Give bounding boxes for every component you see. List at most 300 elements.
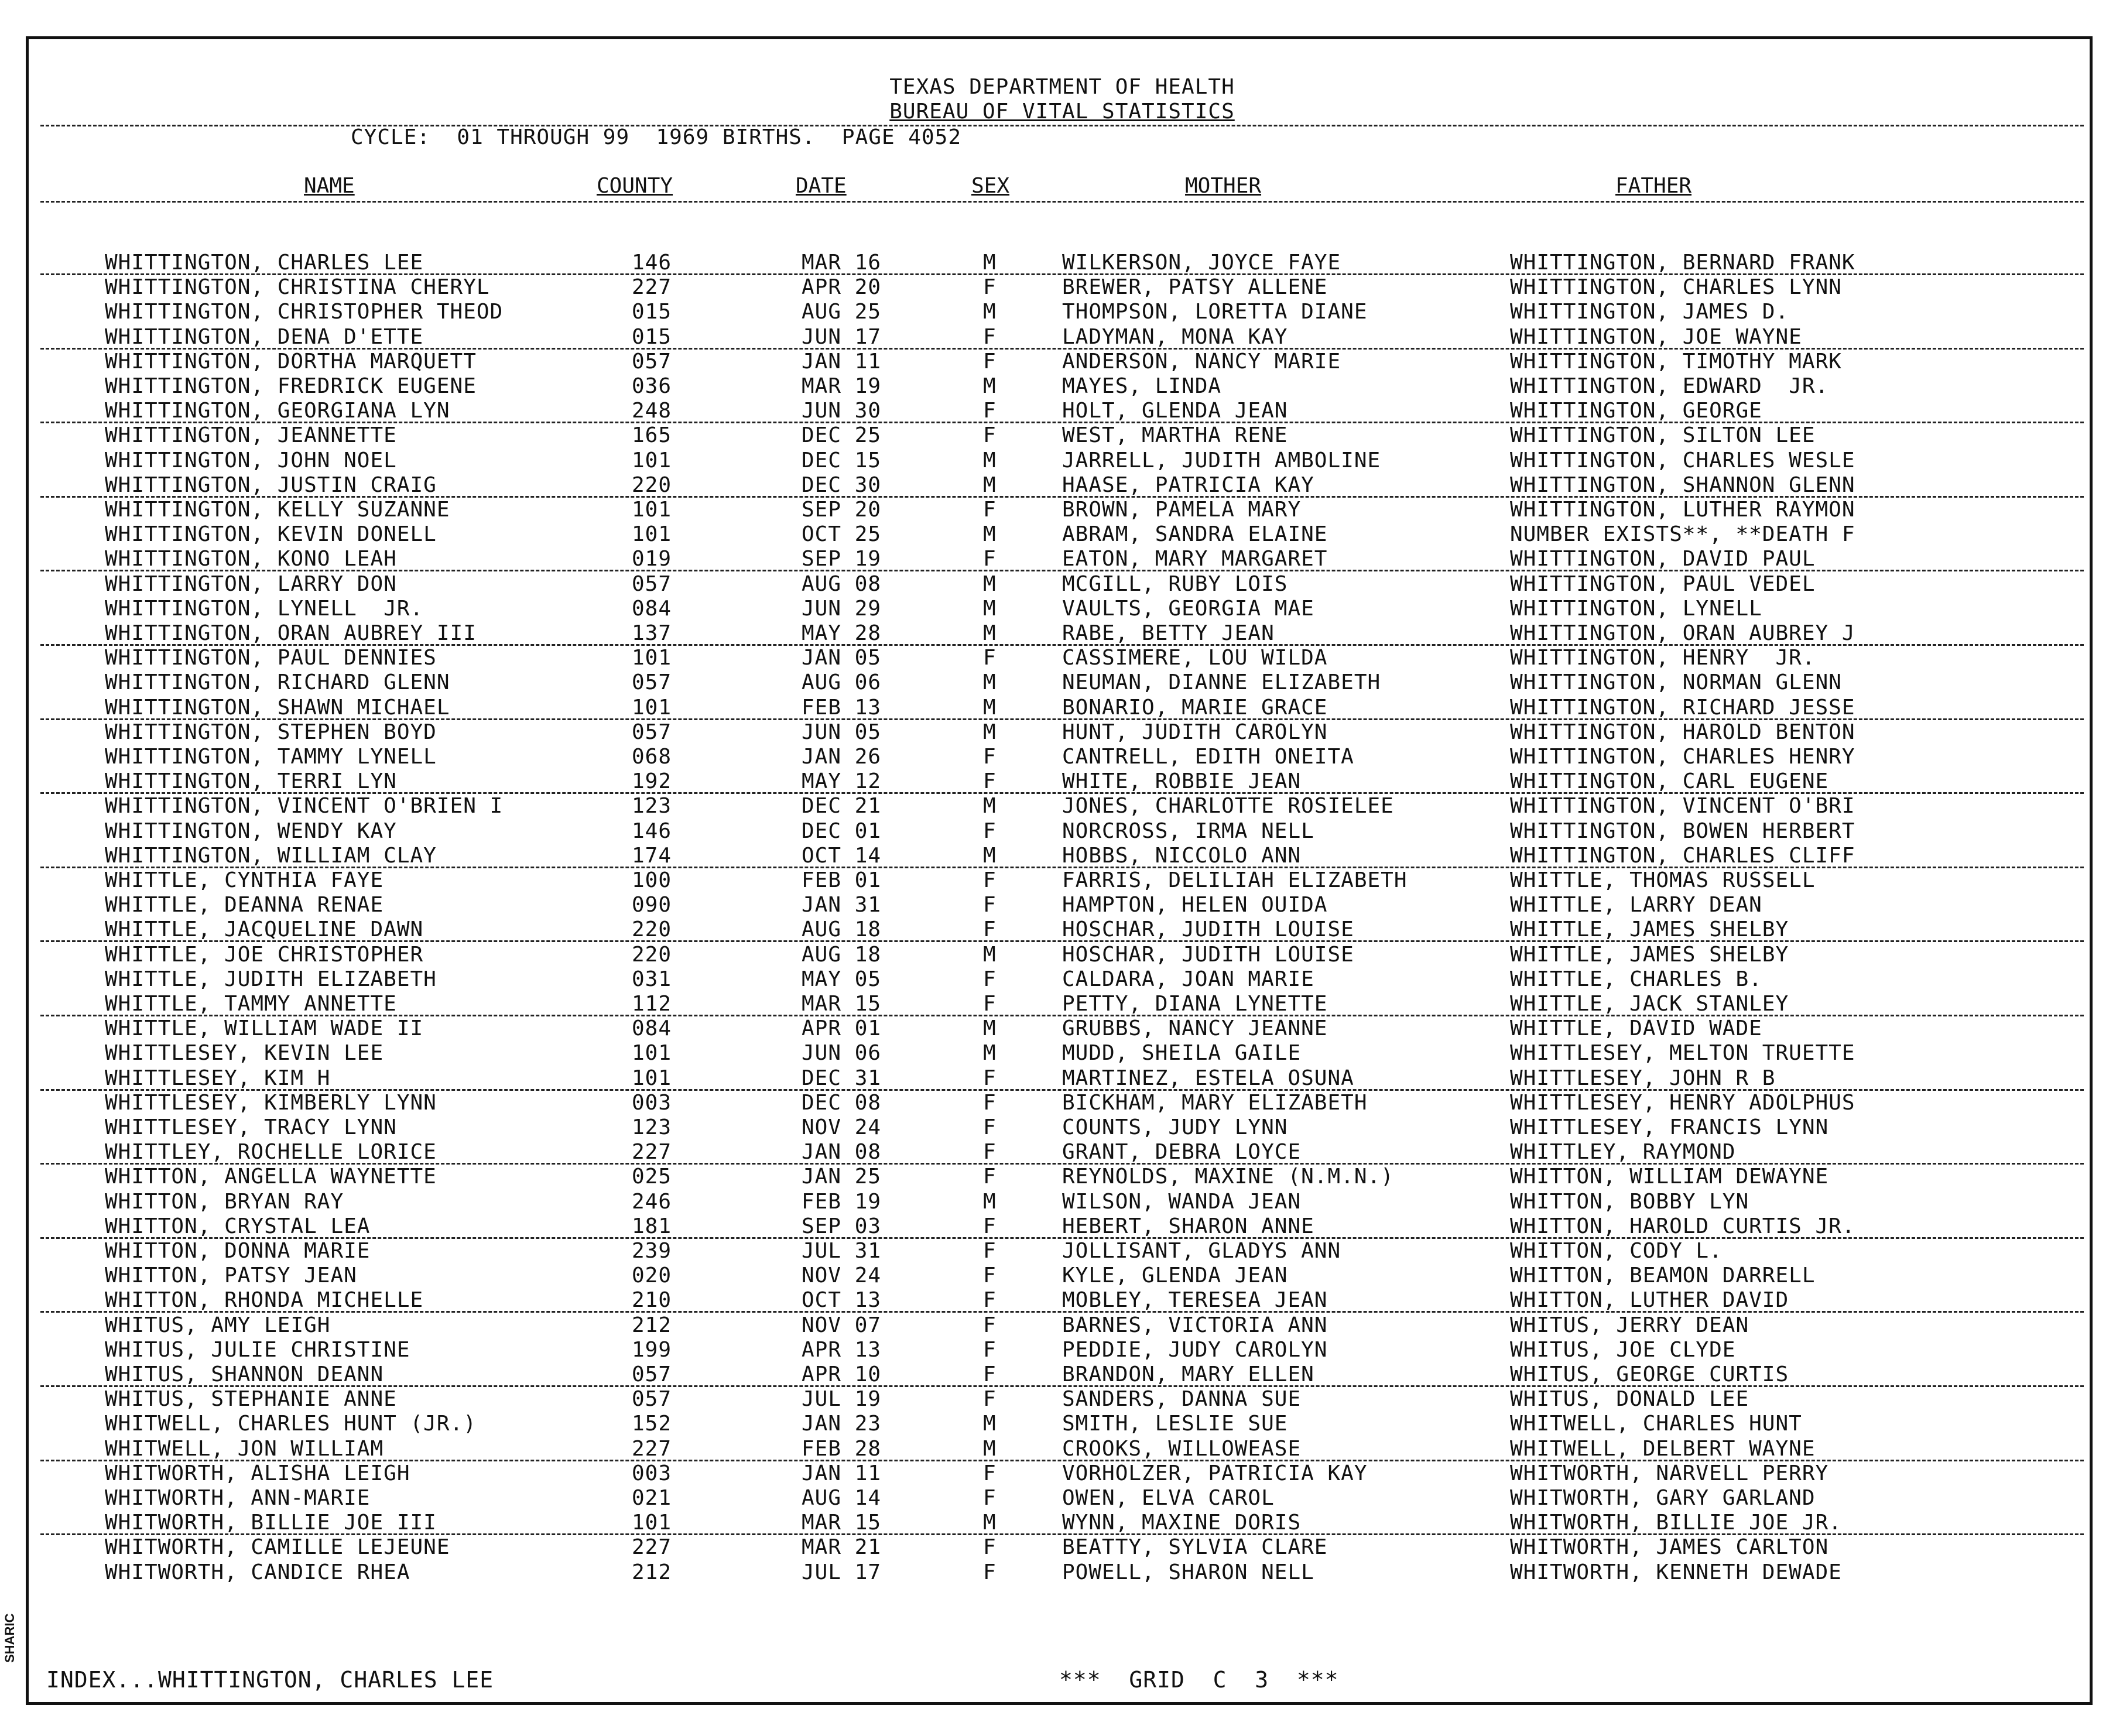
cell-mother: MOBLEY, TERESEA JEAN — [1062, 1288, 1328, 1313]
cell-county: 192 — [632, 769, 672, 794]
cell-father: WHITTLESEY, MELTON TRUETTE — [1510, 1041, 1855, 1066]
cell-county: 227 — [632, 1535, 672, 1560]
cell-mother: RABE, BETTY JEAN — [1062, 621, 1275, 645]
department-title: TEXAS DEPARTMENT OF HEALTH — [889, 75, 1235, 99]
cell-mother: BICKHAM, MARY ELIZABETH — [1062, 1090, 1368, 1115]
table-row — [29, 399, 2095, 424]
table-row — [29, 573, 2095, 597]
table-row — [29, 943, 2095, 968]
cell-date: OCT 25 — [802, 522, 882, 547]
cell-mother: POWELL, SHARON NELL — [1062, 1560, 1314, 1584]
cell-name: WHITWORTH, ANN-MARIE — [105, 1486, 371, 1510]
cell-name: WHITTON, BRYAN RAY — [105, 1189, 344, 1214]
cell-mother: WILSON, WANDA JEAN — [1062, 1189, 1302, 1214]
cell-sex: F — [983, 1090, 997, 1115]
cell-date: SEP 19 — [802, 547, 882, 571]
cell-name: WHITTON, RHONDA MICHELLE — [105, 1288, 424, 1313]
cell-date: NOV 24 — [802, 1264, 882, 1288]
cell-name: WHITTINGTON, CHRISTOPHER THEOD — [105, 300, 504, 324]
cell-sex: F — [983, 1214, 997, 1238]
cell-mother: BARNES, VICTORIA ANN — [1062, 1313, 1328, 1337]
cell-father: WHITTLE, LARRY DEAN — [1510, 893, 1762, 917]
cell-father: WHITTON, HAROLD CURTIS JR. — [1510, 1214, 1855, 1238]
cell-date: FEB 28 — [802, 1436, 882, 1461]
table-row — [29, 1042, 2095, 1066]
cell-mother: COUNTS, JUDY LYNN — [1062, 1115, 1288, 1139]
index-footer: INDEX...WHITTINGTON, CHARLES LEE — [46, 1667, 494, 1693]
cell-sex: F — [983, 1535, 997, 1560]
cell-mother: CALDARA, JOAN MARIE — [1062, 967, 1314, 991]
cell-county: 212 — [632, 1313, 672, 1337]
cell-mother: PETTY, DIANA LYNETTE — [1062, 992, 1328, 1016]
cell-name: WHITTLESEY, KIMBERLY LYNN — [105, 1090, 437, 1115]
cell-father: WHITWORTH, JAMES CARLTON — [1510, 1535, 1829, 1560]
cell-county: 220 — [632, 472, 672, 497]
table-row — [29, 1437, 2095, 1462]
cell-sex: F — [983, 1264, 997, 1288]
cell-sex: F — [983, 967, 997, 991]
table-row — [29, 1289, 2095, 1313]
cell-date: JUL 31 — [802, 1239, 882, 1263]
row-separator — [40, 570, 2084, 571]
cell-date: JUN 29 — [802, 596, 882, 621]
cell-date: AUG 18 — [802, 942, 882, 967]
cell-father: WHITTON, BOBBY LYN — [1510, 1189, 1749, 1214]
table-row — [29, 251, 2095, 276]
cell-county: 165 — [632, 423, 672, 448]
table-row — [29, 597, 2095, 622]
cell-father: WHITTINGTON, HAROLD BENTON — [1510, 720, 1855, 744]
table-row — [29, 424, 2095, 448]
table-row — [29, 1511, 2095, 1536]
table-row — [29, 449, 2095, 474]
table-row — [29, 1561, 2095, 1586]
cell-county: 057 — [632, 670, 672, 695]
table-row — [29, 1239, 2095, 1264]
cell-date: APR 01 — [802, 1016, 882, 1041]
cell-mother: PEDDIE, JUDY CAROLYN — [1062, 1337, 1328, 1362]
table-row — [29, 992, 2095, 1017]
table-row — [29, 1363, 2095, 1388]
cell-sex: F — [983, 1486, 997, 1510]
table-row — [29, 844, 2095, 869]
cell-sex: M — [983, 300, 997, 324]
column-header-father: FATHER — [1615, 174, 1692, 198]
cell-county: 101 — [632, 1511, 672, 1535]
cell-sex: M — [983, 1016, 997, 1041]
cell-name: WHITTINGTON, TERRI LYN — [105, 769, 397, 794]
cell-county: 057 — [632, 1387, 672, 1412]
cell-name: WHITTLEY, ROCHELLE LORICE — [105, 1140, 437, 1165]
cell-county: 057 — [632, 571, 672, 596]
cell-sex: F — [983, 819, 997, 843]
cell-date: JAN 25 — [802, 1165, 882, 1189]
cell-name: WHITTLESEY, TRACY LYNN — [105, 1115, 397, 1139]
cell-date: JUL 19 — [802, 1387, 882, 1412]
cell-date: AUG 18 — [802, 917, 882, 942]
cell-name: WHITTLE, TAMMY ANNETTE — [105, 992, 397, 1016]
cell-name: WHITTINGTON, CHRISTINA CHERYL — [105, 275, 490, 300]
cell-mother: HUNT, JUDITH CAROLYN — [1062, 720, 1328, 744]
cell-sex: F — [983, 1387, 997, 1412]
cell-name: WHITTINGTON, KEVIN DONELL — [105, 522, 437, 547]
cell-date: JUN 17 — [802, 324, 882, 349]
cell-date: JAN 26 — [802, 745, 882, 769]
cell-county: 227 — [632, 275, 672, 300]
cell-sex: M — [983, 621, 997, 645]
table-row — [29, 498, 2095, 523]
cell-name: WHITTLE, DEANNA RENAE — [105, 893, 384, 917]
table-row — [29, 1264, 2095, 1289]
cell-date: JAN 31 — [802, 893, 882, 917]
table-row — [29, 1067, 2095, 1091]
cell-name: WHITWORTH, CANDICE RHEA — [105, 1560, 410, 1584]
cell-mother: MAYES, LINDA — [1062, 374, 1222, 398]
cell-sex: M — [983, 1511, 997, 1535]
cell-county: 036 — [632, 374, 672, 398]
side-stamp-label: SHARIC — [2, 1613, 17, 1663]
cell-mother: HOLT, GLENDA JEAN — [1062, 399, 1288, 423]
cell-mother: JONES, CHARLOTTE ROSIELEE — [1062, 794, 1394, 819]
cell-name: WHITTINGTON, WENDY KAY — [105, 819, 397, 843]
cell-mother: BRANDON, MARY ELLEN — [1062, 1362, 1314, 1386]
cell-father: WHITTINGTON, CHARLES HENRY — [1510, 745, 1855, 769]
cell-father: WHITWORTH, GARY GARLAND — [1510, 1486, 1816, 1510]
cell-date: SEP 20 — [802, 498, 882, 522]
cell-mother: CANTRELL, EDITH ONEITA — [1062, 745, 1354, 769]
cell-mother: OWEN, ELVA CAROL — [1062, 1486, 1275, 1510]
cell-father: WHITTINGTON, TIMOTHY MARK — [1510, 349, 1842, 374]
cell-mother: WYNN, MAXINE DORIS — [1062, 1511, 1302, 1535]
cell-sex: F — [983, 1140, 997, 1165]
cell-mother: EATON, MARY MARGARET — [1062, 547, 1328, 571]
cell-county: 084 — [632, 1016, 672, 1041]
cell-county: 123 — [632, 1115, 672, 1139]
cycle-line: CYCLE: 01 THROUGH 99 1969 BIRTHS. PAGE 4052 — [351, 125, 961, 149]
cell-county: 227 — [632, 1436, 672, 1461]
table-row — [29, 1190, 2095, 1215]
cell-date: JAN 23 — [802, 1412, 882, 1436]
cell-date: AUG 08 — [802, 571, 882, 596]
table-row — [29, 1314, 2095, 1338]
cell-sex: F — [983, 1362, 997, 1386]
cell-county: 020 — [632, 1264, 672, 1288]
cell-sex: F — [983, 1560, 997, 1584]
cell-father: WHITTINGTON, CARL EUGENE — [1510, 769, 1829, 794]
cell-date: JAN 11 — [802, 349, 882, 374]
cell-sex: F — [983, 1313, 997, 1337]
table-row — [29, 1215, 2095, 1239]
cell-father: WHITTLE, DAVID WADE — [1510, 1016, 1762, 1041]
table-row — [29, 1536, 2095, 1560]
cell-father: WHITTINGTON, JOE WAYNE — [1510, 324, 1802, 349]
cell-county: 227 — [632, 1140, 672, 1165]
table-row — [29, 646, 2095, 671]
cell-father: WHITTON, BEAMON DARRELL — [1510, 1264, 1816, 1288]
cell-name: WHITTINGTON, DENA D'ETTE — [105, 324, 424, 349]
cell-date: FEB 01 — [802, 868, 882, 892]
cell-county: 068 — [632, 745, 672, 769]
cell-father: WHITWELL, CHARLES HUNT — [1510, 1412, 1802, 1436]
cell-mother: WILKERSON, JOYCE FAYE — [1062, 251, 1341, 275]
cell-county: 146 — [632, 251, 672, 275]
cell-mother: BREWER, PATSY ALLENE — [1062, 275, 1328, 300]
cell-date: NOV 24 — [802, 1115, 882, 1139]
grid-footer: *** GRID C 3 *** — [1059, 1667, 1339, 1693]
cell-county: 137 — [632, 621, 672, 645]
cell-sex: F — [983, 1066, 997, 1090]
cell-mother: KYLE, GLENDA JEAN — [1062, 1264, 1288, 1288]
cell-name: WHITUS, SHANNON DEANN — [105, 1362, 384, 1386]
cell-father: WHITUS, JOE CLYDE — [1510, 1337, 1736, 1362]
table-row — [29, 375, 2095, 399]
cell-county: 246 — [632, 1189, 672, 1214]
cell-sex: M — [983, 1412, 997, 1436]
cell-county: 025 — [632, 1165, 672, 1189]
cell-mother: JARRELL, JUDITH AMBOLINE — [1062, 448, 1381, 472]
cell-date: DEC 25 — [802, 423, 882, 448]
table-row — [29, 326, 2095, 350]
cell-date: MAR 19 — [802, 374, 882, 398]
cell-county: 100 — [632, 868, 672, 892]
cell-name: WHITWORTH, ALISHA LEIGH — [105, 1461, 410, 1485]
cell-mother: NORCROSS, IRMA NELL — [1062, 819, 1314, 843]
cell-date: FEB 13 — [802, 695, 882, 720]
cell-name: WHITTINGTON, JEANNETTE — [105, 423, 397, 448]
cell-sex: M — [983, 1041, 997, 1066]
cell-date: MAY 28 — [802, 621, 882, 645]
table-row — [29, 350, 2095, 375]
cell-county: 057 — [632, 1362, 672, 1386]
cell-county: 015 — [632, 300, 672, 324]
cell-mother: GRUBBS, NANCY JEANNE — [1062, 1016, 1328, 1041]
table-row — [29, 1338, 2095, 1363]
cell-father: WHITTINGTON, NORMAN GLENN — [1510, 670, 1842, 695]
cell-name: WHITTINGTON, TAMMY LYNELL — [105, 745, 437, 769]
cell-father: WHITUS, GEORGE CURTIS — [1510, 1362, 1789, 1386]
row-separator — [40, 940, 2084, 942]
cell-sex: M — [983, 448, 997, 472]
cell-name: WHITTLE, WILLIAM WADE II — [105, 1016, 424, 1041]
cell-name: WHITTLE, JUDITH ELIZABETH — [105, 967, 437, 991]
cell-name: WHITTINGTON, ORAN AUBREY III — [105, 621, 477, 645]
cell-date: JAN 05 — [802, 646, 882, 670]
cell-county: 101 — [632, 1066, 672, 1090]
cell-sex: M — [983, 571, 997, 596]
cell-sex: M — [983, 1436, 997, 1461]
birth-index-page — [26, 36, 2093, 1705]
cell-county: 101 — [632, 448, 672, 472]
cell-county: 101 — [632, 695, 672, 720]
cell-father: WHITTINGTON, LUTHER RAYMON — [1510, 498, 1855, 522]
cell-name: WHITTLESEY, KEVIN LEE — [105, 1041, 384, 1066]
cell-mother: REYNOLDS, MAXINE (N.M.N.) — [1062, 1165, 1394, 1189]
cell-father: WHITTINGTON, SILTON LEE — [1510, 423, 1816, 448]
table-row — [29, 276, 2095, 300]
table-row — [29, 474, 2095, 498]
cell-sex: F — [983, 349, 997, 374]
cell-county: 212 — [632, 1560, 672, 1584]
table-row — [29, 547, 2095, 572]
cell-name: WHITTON, PATSY JEAN — [105, 1264, 357, 1288]
cell-date: MAR 21 — [802, 1535, 882, 1560]
table-row — [29, 745, 2095, 770]
cell-name: WHITTINGTON, RICHARD GLENN — [105, 670, 450, 695]
cell-father: WHITTON, WILLIAM DEWAYNE — [1510, 1165, 1829, 1189]
cell-name: WHITUS, AMY LEIGH — [105, 1313, 331, 1337]
cell-county: 057 — [632, 349, 672, 374]
cell-sex: F — [983, 1337, 997, 1362]
cell-date: DEC 31 — [802, 1066, 882, 1090]
cell-date: OCT 13 — [802, 1288, 882, 1313]
table-row — [29, 1462, 2095, 1487]
cell-name: WHITTINGTON, SHAWN MICHAEL — [105, 695, 450, 720]
cell-father: WHITTINGTON, CHARLES CLIFF — [1510, 843, 1855, 868]
table-row — [29, 1141, 2095, 1165]
cell-county: 084 — [632, 596, 672, 621]
cell-name: WHITTINGTON, KELLY SUZANNE — [105, 498, 450, 522]
cell-mother: SANDERS, DANNA SUE — [1062, 1387, 1302, 1412]
table-row — [29, 869, 2095, 893]
cell-date: DEC 30 — [802, 472, 882, 497]
cell-father: WHITTINGTON, SHANNON GLENN — [1510, 472, 1855, 497]
cell-sex: F — [983, 498, 997, 522]
cell-county: 239 — [632, 1239, 672, 1263]
cell-date: JAN 11 — [802, 1461, 882, 1485]
table-row — [29, 721, 2095, 745]
cell-name: WHITWORTH, CAMILLE LEJEUNE — [105, 1535, 450, 1560]
cell-mother: CROOKS, WILLOWEASE — [1062, 1436, 1302, 1461]
cell-date: SEP 03 — [802, 1214, 882, 1238]
cell-mother: BEATTY, SYLVIA CLARE — [1062, 1535, 1328, 1560]
cell-name: WHITTINGTON, JUSTIN CRAIG — [105, 472, 437, 497]
cell-mother: BROWN, PAMELA MARY — [1062, 498, 1302, 522]
cell-mother: FARRIS, DELILIAH ELIZABETH — [1062, 868, 1408, 892]
cell-name: WHITWELL, JON WILLIAM — [105, 1436, 384, 1461]
cell-name: WHITTINGTON, STEPHEN BOYD — [105, 720, 437, 744]
cell-mother: VORHOLZER, PATRICIA KAY — [1062, 1461, 1368, 1485]
cell-name: WHITTINGTON, LYNELL JR. — [105, 596, 424, 621]
cell-mother: THOMPSON, LORETTA DIANE — [1062, 300, 1368, 324]
cell-mother: ANDERSON, NANCY MARIE — [1062, 349, 1341, 374]
cell-father: WHITTINGTON, GEORGE — [1510, 399, 1762, 423]
cell-sex: M — [983, 251, 997, 275]
cell-date: NOV 07 — [802, 1313, 882, 1337]
cell-county: 248 — [632, 399, 672, 423]
cell-name: WHITTINGTON, PAUL DENNIES — [105, 646, 437, 670]
header-rule — [40, 125, 2084, 126]
table-row — [29, 696, 2095, 721]
cell-father: WHITTLE, JAMES SHELBY — [1510, 942, 1789, 967]
cell-father: WHITTINGTON, JAMES D. — [1510, 300, 1789, 324]
cell-father: WHITTLE, JACK STANLEY — [1510, 992, 1789, 1016]
cell-father: WHITTLEY, RAYMOND — [1510, 1140, 1736, 1165]
cell-name: WHITTON, ANGELLA WAYNETTE — [105, 1165, 437, 1189]
table-row — [29, 795, 2095, 819]
cell-sex: F — [983, 1461, 997, 1485]
cell-mother: HAASE, PATRICIA KAY — [1062, 472, 1314, 497]
cell-sex: F — [983, 917, 997, 942]
table-row — [29, 523, 2095, 547]
cell-county: 112 — [632, 992, 672, 1016]
cell-father: WHITTINGTON, PAUL VEDEL — [1510, 571, 1816, 596]
cell-mother: BONARIO, MARIE GRACE — [1062, 695, 1328, 720]
cell-name: WHITTLE, JOE CHRISTOPHER — [105, 942, 424, 967]
cell-mother: HOBBS, NICCOLO ANN — [1062, 843, 1302, 868]
cell-county: 101 — [632, 1041, 672, 1066]
cell-father: WHITTINGTON, CHARLES WESLE — [1510, 448, 1855, 472]
cell-father: WHITTINGTON, LYNELL — [1510, 596, 1762, 621]
cell-date: DEC 01 — [802, 819, 882, 843]
column-header-sex: SEX — [971, 174, 1010, 198]
cell-county: 003 — [632, 1461, 672, 1485]
cell-sex: F — [983, 423, 997, 448]
cell-name: WHITTLESEY, KIM H — [105, 1066, 331, 1090]
cell-father: WHITTLESEY, JOHN R B — [1510, 1066, 1776, 1090]
cell-name: WHITTLE, JACQUELINE DAWN — [105, 917, 424, 942]
cell-county: 101 — [632, 646, 672, 670]
cell-father: NUMBER EXISTS**, **DEATH F — [1510, 522, 1855, 547]
cell-mother: ABRAM, SANDRA ELAINE — [1062, 522, 1328, 547]
cell-father: WHITUS, JERRY DEAN — [1510, 1313, 1749, 1337]
table-row — [29, 968, 2095, 992]
cell-sex: M — [983, 596, 997, 621]
cell-county: 174 — [632, 843, 672, 868]
cell-father: WHITWORTH, BILLIE JOE JR. — [1510, 1511, 1842, 1535]
cell-name: WHITTINGTON, LARRY DON — [105, 571, 397, 596]
cell-sex: F — [983, 547, 997, 571]
cell-father: WHITUS, DONALD LEE — [1510, 1387, 1749, 1412]
cell-sex: F — [983, 992, 997, 1016]
cell-sex: F — [983, 868, 997, 892]
cell-name: WHITTINGTON, DORTHA MARQUETT — [105, 349, 477, 374]
cell-date: MAY 05 — [802, 967, 882, 991]
cell-sex: F — [983, 324, 997, 349]
cell-sex: M — [983, 942, 997, 967]
cell-name: WHITUS, JULIE CHRISTINE — [105, 1337, 410, 1362]
cell-father: WHITWORTH, KENNETH DEWADE — [1510, 1560, 1842, 1584]
cell-father: WHITTINGTON, ORAN AUBREY J — [1510, 621, 1855, 645]
cell-date: JUL 17 — [802, 1560, 882, 1584]
cell-mother: MUDD, SHEILA GAILE — [1062, 1041, 1302, 1066]
cell-date: FEB 19 — [802, 1189, 882, 1214]
table-row — [29, 1388, 2095, 1412]
cell-date: JUN 05 — [802, 720, 882, 744]
cell-father: WHITTINGTON, RICHARD JESSE — [1510, 695, 1855, 720]
cell-county: 057 — [632, 720, 672, 744]
cell-county: 101 — [632, 522, 672, 547]
cell-sex: M — [983, 670, 997, 695]
cell-sex: M — [983, 720, 997, 744]
cell-father: WHITTINGTON, CHARLES LYNN — [1510, 275, 1842, 300]
cell-date: JAN 08 — [802, 1140, 882, 1165]
cell-sex: M — [983, 695, 997, 720]
cell-sex: M — [983, 374, 997, 398]
cell-date: AUG 14 — [802, 1486, 882, 1510]
cell-date: APR 20 — [802, 275, 882, 300]
cell-date: MAR 15 — [802, 992, 882, 1016]
cell-mother: LADYMAN, MONA KAY — [1062, 324, 1288, 349]
cell-sex: F — [983, 769, 997, 794]
cell-mother: NEUMAN, DIANNE ELIZABETH — [1062, 670, 1381, 695]
cell-father: WHITWELL, DELBERT WAYNE — [1510, 1436, 1816, 1461]
cell-sex: M — [983, 1189, 997, 1214]
cell-father: WHITTINGTON, VINCENT O'BRI — [1510, 794, 1855, 819]
cell-sex: F — [983, 646, 997, 670]
row-separator — [40, 1311, 2084, 1313]
cell-father: WHITTLESEY, FRANCIS LYNN — [1510, 1115, 1829, 1139]
cell-sex: M — [983, 472, 997, 497]
